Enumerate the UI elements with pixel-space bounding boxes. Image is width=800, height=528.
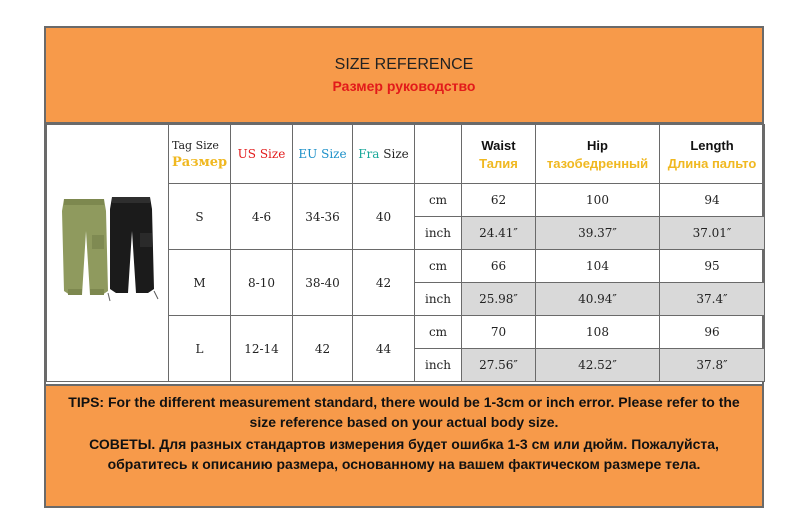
fra-size-s: 40 [353, 184, 415, 250]
tips-english: TIPS: For the different measurement standard, there would be 1-3cm or inch error. Please refer to the size reference based on your actual body size. [68, 394, 740, 430]
waist-in-s: 24.41″ [462, 217, 536, 250]
tips-russian: СОВЕТЫ. Для разных стандартов измерения будет ошибка 1-3 см или дюйм. Пожалуйста, обратитесь к описанию размера, основанному на вашем фактическом размере тела. [89, 436, 719, 472]
col-waist: Waist Талия [462, 125, 536, 184]
unit-cm: cm [415, 184, 462, 217]
hip-cm-m: 104 [536, 250, 660, 283]
fra-size-m: 42 [353, 250, 415, 316]
col-hip: Hip тазобедренный [536, 125, 660, 184]
length-cm-m: 95 [660, 250, 765, 283]
unit-inch: inch [415, 349, 462, 382]
unit-inch: inch [415, 217, 462, 250]
waist-in-l: 27.56″ [462, 349, 536, 382]
cargo-pants-image [50, 191, 166, 311]
us-size-s: 4-6 [231, 184, 293, 250]
col-unit [415, 125, 462, 184]
col-fra-size: Fra Size [353, 125, 415, 184]
tips-box [46, 384, 762, 506]
product-image [47, 125, 169, 382]
col-length: Length Длина пальто [660, 125, 765, 184]
size-s: S [169, 184, 231, 250]
col-hip-ru: тазобедренный [546, 155, 649, 171]
waist-cm-l: 70 [462, 316, 536, 349]
col-tag-size-ru: Размер [172, 154, 228, 170]
size-m: M [169, 250, 231, 316]
us-size-l: 12-14 [231, 316, 293, 382]
col-waist-ru: Талия [479, 155, 518, 171]
size-table [46, 124, 765, 382]
length-in-s: 37.01″ [660, 217, 765, 250]
length-cm-s: 94 [660, 184, 765, 217]
hip-in-m: 40.94″ [536, 283, 660, 316]
col-tag-size: Tag Size Размер [169, 125, 231, 184]
hip-in-l: 42.52″ [536, 349, 660, 382]
size-l: L [169, 316, 231, 382]
waist-cm-s: 62 [462, 184, 536, 217]
waist-in-m: 25.98″ [462, 283, 536, 316]
size-chart [44, 26, 764, 508]
unit-inch: inch [415, 283, 462, 316]
chart-subtitle: Размер руководство [332, 78, 476, 94]
eu-size-s: 34-36 [293, 184, 353, 250]
hip-cm-s: 100 [536, 184, 660, 217]
chart-header [46, 28, 762, 124]
hip-in-s: 39.37″ [536, 217, 660, 250]
eu-size-m: 38-40 [293, 250, 353, 316]
eu-size-l: 42 [293, 316, 353, 382]
length-cm-l: 96 [660, 316, 765, 349]
us-size-m: 8-10 [231, 250, 293, 316]
col-length-ru: Длина пальто [667, 155, 757, 171]
length-in-m: 37.4″ [660, 283, 765, 316]
col-us-size: US Size [231, 125, 293, 184]
col-eu-size: EU Size [293, 125, 353, 184]
unit-cm: cm [415, 316, 462, 349]
unit-cm: cm [415, 250, 462, 283]
chart-title: SIZE REFERENCE [334, 56, 474, 73]
waist-cm-m: 66 [462, 250, 536, 283]
length-in-l: 37.8″ [660, 349, 765, 382]
fra-size-l: 44 [353, 316, 415, 382]
hip-cm-l: 108 [536, 316, 660, 349]
